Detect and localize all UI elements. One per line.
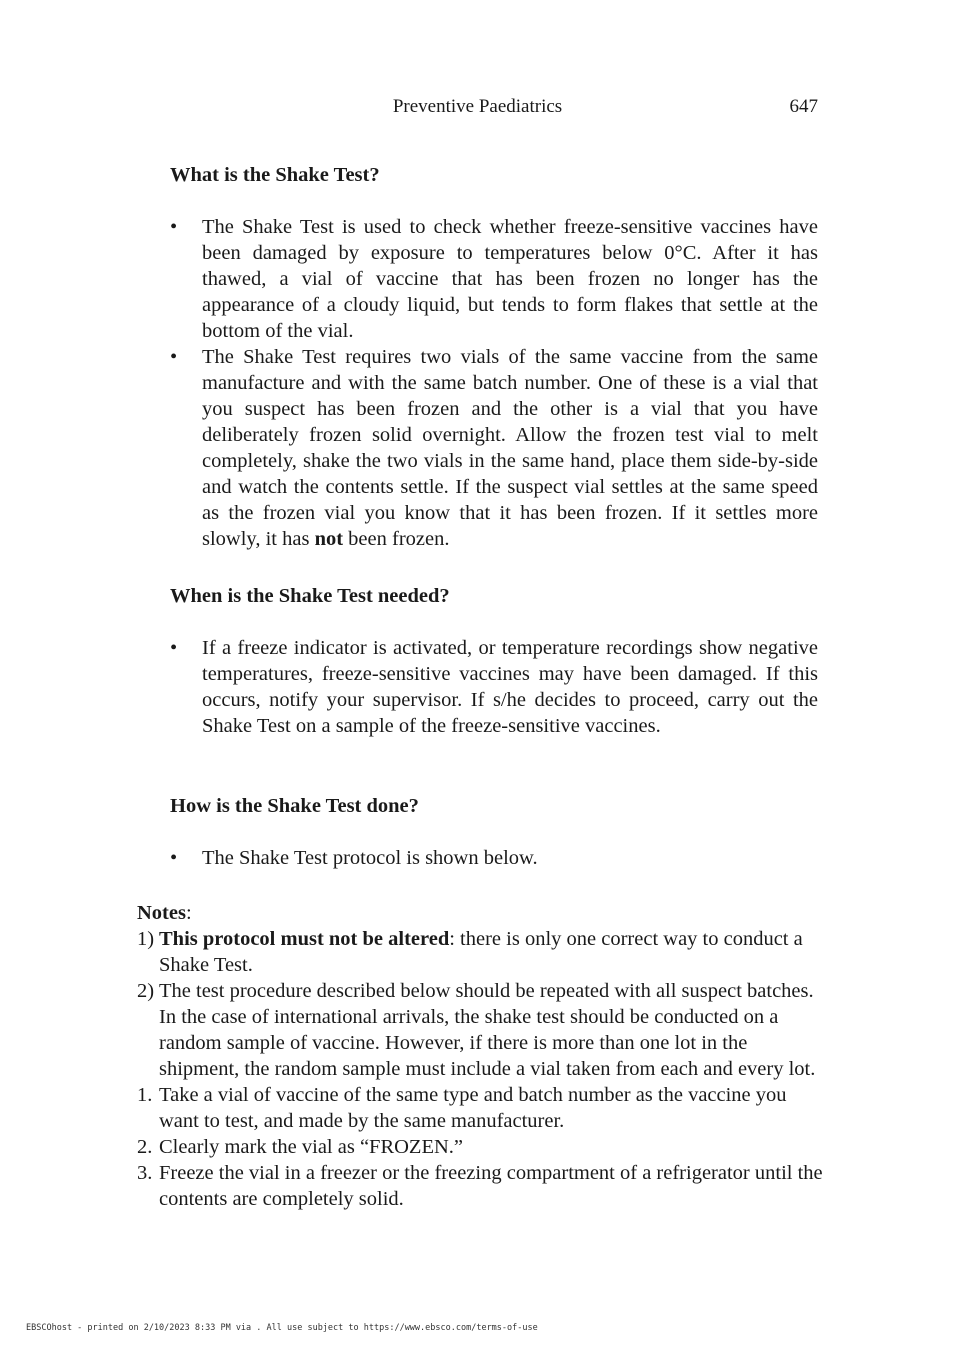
running-head [0,96,955,120]
note-bold: This protocol must not be altered [159,928,450,950]
step-item [137,1134,827,1160]
bullet-text-end: been frozen. [343,528,450,550]
running-head-title: Preventive Paediatrics [392,96,563,117]
bullet-icon: • [170,346,178,368]
bullet-text: The Shake Test requires two vials of the same vaccine from the same manufacture and with the same batch number. One of these is a vial that you suspect has been frozen and the other is a vial that you have deliberately frozen solid overnight. Allow the frozen test vial to melt completely, shake the two vials in the same hand, place them side-by-side and watch the contents settle. If the suspect vial settles at the same speed as the frozen vial you know that it has been frozen. If it settles more slowly, it has [202,346,818,550]
bullet-icon: • [170,847,178,869]
print-footer: EBSCOhost - printed on 2/10/2023 8:33 PM via . All use subject to https://www.ebsco.com/terms-of-use [26,1323,538,1333]
note-item [137,926,827,978]
section-what-is-shake-test [170,162,818,552]
bullet-icon: • [170,637,178,659]
note-text: : there is only one correct way to conduct a Shake Test. [159,928,803,976]
page-number: 647 [789,96,818,117]
step-item [137,1160,827,1212]
bullet-text: If a freeze indicator is activated, or temperature recordings show negative temperatures, freeze-sensitive vaccines may have been damaged. If this occurs, notify your supervisor. If s/he decides to proceed, carry out the Shake Test on a sample of the freeze-sensitive vaccines. [202,637,818,737]
heading-what: What is the Shake Test? [170,164,380,186]
bullet-text: The Shake Test is used to check whether freeze-sensitive vaccines have been damaged by exposure to temperatures below 0°C. After it has thawed, a vial of vaccine that has been frozen no longer has the appearance of a cloudy liquid, but tends to form flakes that settle at the bottom of the vial. [202,216,818,342]
step-number: 1. [137,1084,153,1106]
notes-label: Notes: [137,902,192,924]
note-item [137,978,827,1082]
step-text: Freeze the vial in a freezer or the freezing compartment of a refrigerator until the contents are completely solid. [159,1162,823,1210]
list-item [170,344,818,552]
step-number: 2. [137,1136,153,1158]
bullet-list-how [170,845,818,871]
bullet-text: The Shake Test protocol is shown below. [202,847,538,869]
section-when-needed [170,583,818,739]
bullet-list-when [170,635,818,739]
step-item [137,1082,827,1134]
bullet-list-what [170,214,818,552]
heading-how: How is the Shake Test done? [170,795,419,817]
step-text: Take a vial of vaccine of the same type and batch number as the vaccine you want to test, and made by the same manufacturer. [159,1084,787,1132]
heading-when: When is the Shake Test needed? [170,585,450,607]
list-item [170,635,818,739]
note-number: 1) [137,928,155,950]
bullet-icon: • [170,216,178,238]
list-item [170,845,818,871]
bold-emphasis: not [314,528,344,550]
notes-section [137,900,827,1212]
list-item [170,214,818,344]
note-text: The test procedure described below should be repeated with all suspect batches. In the case of international arrivals, the shake test should be conducted on a random sample of vaccine. However, if there is more than one lot in the shipment, the random sample must include a vial taken from each and every lot. [159,980,816,1080]
section-how-done [170,793,818,871]
note-number: 2) [137,980,155,1002]
step-number: 3. [137,1162,153,1184]
step-text: Clearly mark the vial as “FROZEN.” [159,1136,463,1158]
